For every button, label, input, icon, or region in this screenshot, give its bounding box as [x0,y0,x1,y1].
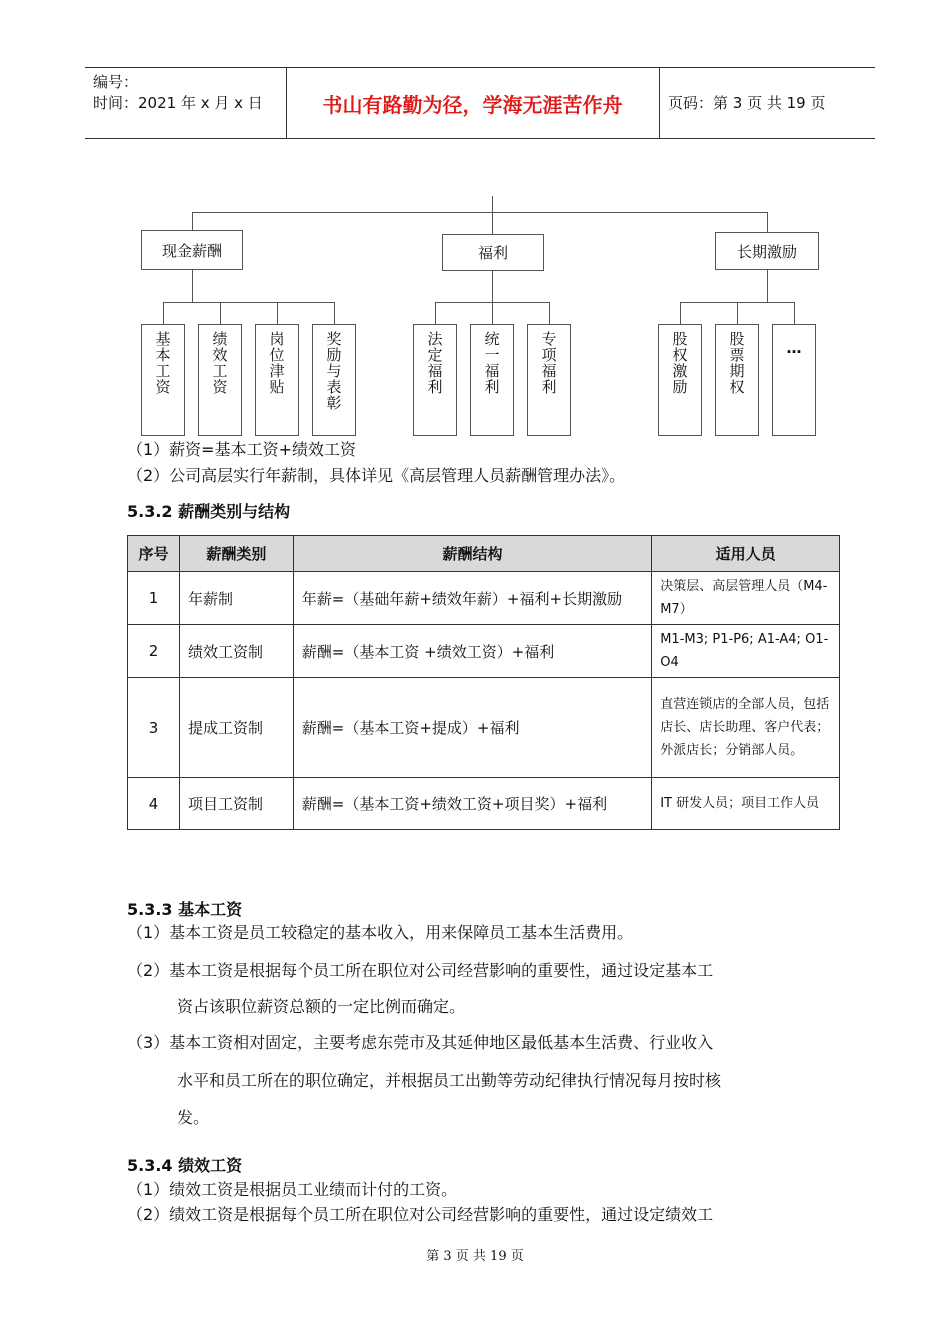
cell-applicable: 决策层、高层管理人员（M4-M7） [652,572,840,625]
cell-applicable: IT 研发人员；项目工作人员 [652,778,840,830]
node-position-allowance: 岗位津贴 [255,324,299,436]
connector-line [435,302,550,303]
table-row [128,778,840,830]
node-special-benefits: 专项福利 [527,324,571,436]
cell-category: 项目工资制 [179,778,293,830]
node-benefits: 福利 [442,234,544,271]
note-annual-salary: （2）公司高层实行年薪制，具体详见《高层管理人员薪酬管理办法》。 [127,466,626,485]
paragraph-533-2-cont: 资占该职位薪资总额的一定比例而确定。 [177,997,466,1016]
section-title-534: 5.3.4 绩效工资 [127,1156,243,1175]
page-header [85,67,875,139]
node-statutory-benefits: 法定福利 [413,324,457,436]
table-row [128,572,840,625]
paragraph-533-1: （1）基本工资是员工较稳定的基本收入，用来保障员工基本生活费用。 [127,923,634,942]
connector-line [277,302,278,324]
paragraph-533-3-cont: 水平和员工所在的职位确定，并根据员工出勤等劳动纪律执行情况每月按时核 [177,1071,722,1090]
col-header-applicable: 适用人员 [652,536,840,572]
node-more: … [772,324,816,436]
node-uniform-benefits: 统一福利 [470,324,514,436]
paragraph-533-3-cont: 发。 [177,1108,210,1127]
connector-line [492,196,493,234]
connector-line [767,270,768,302]
node-cash-compensation: 现金薪酬 [141,230,243,270]
col-header-no: 序号 [128,536,180,572]
cell-no: 1 [128,572,180,625]
cell-structure: 薪酬=（基本工资+提成）+福利 [293,678,651,778]
connector-line [192,212,768,213]
connector-line [794,302,795,324]
table-row [128,678,840,778]
connector-line [192,270,193,302]
paragraph-533-2: （2）基本工资是根据每个员工所在职位对公司经营影响的重要性，通过设定基本工 [127,961,714,980]
connector-line [492,271,493,324]
note-salary-formula: （1）薪资=基本工资+绩效工资 [127,440,356,459]
salary-structure-table [127,535,840,830]
connector-line [220,302,221,324]
cell-structure: 薪酬=（基本工资+绩效工资+项目奖）+福利 [293,778,651,830]
cell-no: 3 [128,678,180,778]
header-time: 时间：2021 年 x 月 x 日 [93,94,263,112]
cell-category: 绩效工资制 [179,625,293,678]
node-equity-incentive: 股权激励 [658,324,702,436]
connector-line [334,302,335,324]
table-row [128,625,840,678]
node-rewards: 奖励与表彰 [312,324,356,436]
header-divider [659,68,660,138]
node-performance-pay: 绩效工资 [198,324,242,436]
connector-line [163,302,335,303]
node-base-salary: 基本工资 [141,324,185,436]
paragraph-534-2: （2）绩效工资是根据每个员工所在职位对公司经营影响的重要性，通过设定绩效工 [127,1205,714,1224]
connector-line [163,302,164,324]
cell-structure: 薪酬=（基本工资 +绩效工资）+福利 [293,625,651,678]
paragraph-534-1: （1）绩效工资是根据员工业绩而计付的工资。 [127,1180,458,1199]
col-header-structure: 薪酬结构 [293,536,651,572]
cell-applicable: 直营连锁店的全部人员，包括店长、店长助理、客户代表；外派店长；分销部人员。 [652,678,840,778]
table-header-row [128,536,840,572]
connector-line [680,302,681,324]
cell-no: 2 [128,625,180,678]
connector-line [767,212,768,234]
header-page-number: 页码：第 3 页 共 19 页 [668,94,826,112]
header-motto: 书山有路勤为径，学海无涯苦作舟 [322,92,623,117]
connector-line [737,302,738,324]
paragraph-533-3: （3）基本工资相对固定，主要考虑东莞市及其延伸地区最低基本生活费、行业收入 [127,1033,714,1052]
section-title-532: 5.3.2 薪酬类别与结构 [127,502,291,521]
cell-applicable: M1-M3; P1-P6; A1-A4; O1-O4 [652,625,840,678]
cell-category: 提成工资制 [179,678,293,778]
header-left [93,72,263,114]
connector-line [435,302,436,324]
page-footer: 第 3 页 共 19 页 [426,1249,524,1264]
section-title-533: 5.3.3 基本工资 [127,900,243,919]
cell-no: 4 [128,778,180,830]
header-number: 编号： [93,73,139,91]
cell-category: 年薪制 [179,572,293,625]
cell-structure: 年薪=（基础年薪+绩效年薪）+福利+长期激励 [293,572,651,625]
node-long-term-incentive: 长期激励 [715,232,819,270]
col-header-category: 薪酬类别 [179,536,293,572]
connector-line [549,302,550,324]
node-stock-options: 股票期权 [715,324,759,436]
